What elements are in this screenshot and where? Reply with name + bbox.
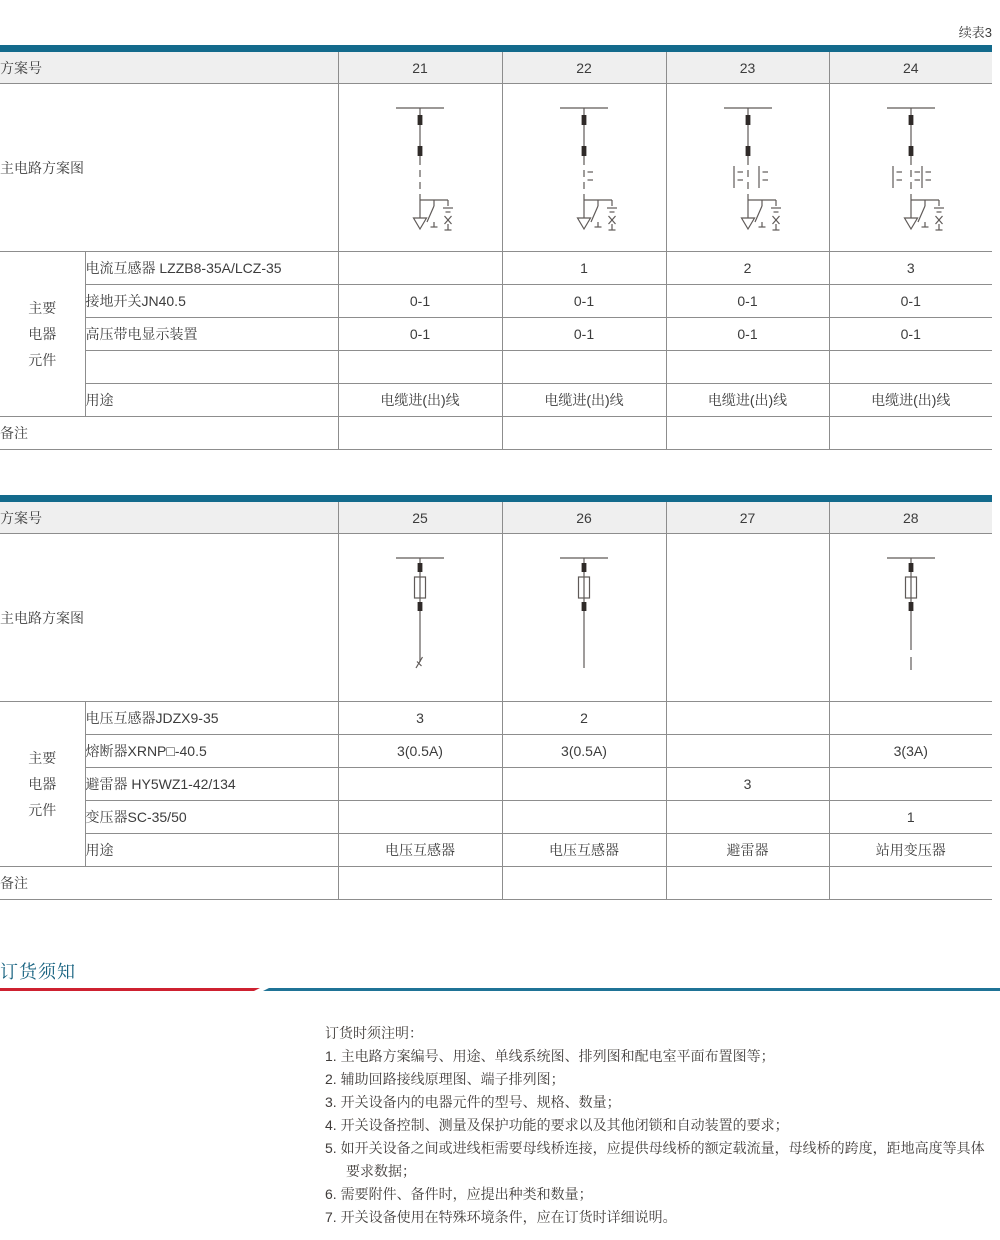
diagram-row <box>0 534 992 702</box>
component-row <box>0 351 992 384</box>
scheme-no-label: 方案号 <box>0 502 338 534</box>
cell-value <box>666 351 829 384</box>
component-row <box>0 384 992 417</box>
order-note-item: 6. 需要附件、备件时，应提出种类和数量； <box>325 1186 593 1202</box>
order-note-item: 5. 如开关设备之间或进线柜需要母线桥连接，应提供母线桥的额定载流量，母线桥的跨度，距地高度等具体要求数据； <box>325 1140 985 1179</box>
row-label: 熔断器XRNP□-40.5 <box>85 735 338 768</box>
component-row <box>0 768 992 801</box>
cell-value: 0-1 <box>666 318 829 351</box>
component-group-label: 主要 电器 元件 <box>0 252 85 417</box>
order-note-item: 3. 开关设备内的电器元件的型号、规格、数量； <box>325 1094 621 1110</box>
cell-value: 站用变压器 <box>829 834 992 867</box>
single-line-diagram <box>688 100 808 245</box>
component-row <box>0 318 992 351</box>
single-line-diagram <box>360 550 480 695</box>
order-note-item: 4. 开关设备控制、测量及保护功能的要求以及其他闭锁和自动装置的要求； <box>325 1117 789 1133</box>
cell-value: 2 <box>502 702 666 735</box>
scheme-table-21-24 <box>0 45 992 450</box>
cell-value <box>502 351 666 384</box>
cell-value: 电缆进(出)线 <box>829 384 992 417</box>
scheme-no-25: 25 <box>338 502 502 534</box>
component-group-label: 主要 电器 元件 <box>0 702 85 867</box>
title-underline-red <box>0 988 260 991</box>
row-label: 用途 <box>85 834 338 867</box>
cell-value <box>338 252 502 285</box>
title-underline-teal <box>263 988 1000 991</box>
scheme-no-label: 方案号 <box>0 52 338 84</box>
scheme-no-27: 27 <box>666 502 829 534</box>
scheme-no-23: 23 <box>666 52 829 84</box>
cell-value <box>338 801 502 834</box>
cell-value <box>829 351 992 384</box>
order-note-item: 2. 辅助回路接线原理图、端子排列图； <box>325 1071 565 1087</box>
row-label: 高压带电显示装置 <box>85 318 338 351</box>
component-row <box>0 834 992 867</box>
scheme-21-diagram <box>338 84 502 252</box>
order-note-item: 7. 开关设备使用在特殊环境条件，应在订货时详细说明。 <box>325 1209 677 1225</box>
cell-value: 0-1 <box>829 285 992 318</box>
cell-value <box>666 801 829 834</box>
row-label: 电压互感器JDZX9-35 <box>85 702 338 735</box>
component-row <box>0 801 992 834</box>
cell-value: 2 <box>666 252 829 285</box>
diagram-row <box>0 84 992 252</box>
scheme-27-diagram <box>666 534 829 702</box>
scheme-no-24: 24 <box>829 52 992 84</box>
cell-value: 0-1 <box>502 318 666 351</box>
scheme-no-21: 21 <box>338 52 502 84</box>
row-label: 变压器SC-35/50 <box>85 801 338 834</box>
single-line-diagram <box>851 100 971 245</box>
cell-value: 0-1 <box>829 318 992 351</box>
cell-value <box>666 702 829 735</box>
cell-value: 1 <box>829 801 992 834</box>
header-row <box>0 52 992 84</box>
scheme-24-diagram <box>829 84 992 252</box>
cell-value: 3(0.5A) <box>502 735 666 768</box>
cell-value: 电缆进(出)线 <box>666 384 829 417</box>
single-line-diagram <box>851 550 971 695</box>
diagram-label: 主电路方案图 <box>0 84 338 252</box>
remark-cell <box>338 417 502 450</box>
scheme-table <box>0 502 992 900</box>
remark-label: 备注 <box>0 417 338 450</box>
remark-cell <box>829 417 992 450</box>
scheme-no-26: 26 <box>502 502 666 534</box>
cell-value: 3 <box>338 702 502 735</box>
order-note-item: 1. 主电路方案编号、用途、单线系统图、排列图和配电室平面布置图等； <box>325 1048 775 1064</box>
remark-cell <box>502 867 666 900</box>
cell-value: 1 <box>502 252 666 285</box>
cell-value: 3(3A) <box>829 735 992 768</box>
component-row <box>0 702 992 735</box>
cell-value: 电缆进(出)线 <box>338 384 502 417</box>
cell-value <box>502 768 666 801</box>
order-notes-intro: 订货时须注明： <box>325 1025 423 1041</box>
cell-value <box>666 735 829 768</box>
continued-table-label: 续表3 <box>958 25 992 40</box>
row-label: 用途 <box>85 384 338 417</box>
cell-value: 0-1 <box>338 285 502 318</box>
cell-value: 0-1 <box>502 285 666 318</box>
single-line-diagram <box>524 100 644 245</box>
scheme-28-diagram <box>829 534 992 702</box>
remark-cell <box>666 867 829 900</box>
single-line-diagram <box>524 550 644 695</box>
order-notes-list <box>325 1045 993 1229</box>
cell-value <box>829 702 992 735</box>
scheme-23-diagram <box>666 84 829 252</box>
order-notice-title: 订货须知 <box>0 962 76 982</box>
order-notes <box>325 1022 993 1229</box>
cell-value: 3(0.5A) <box>338 735 502 768</box>
cell-value <box>338 768 502 801</box>
component-row <box>0 285 992 318</box>
component-row <box>0 735 992 768</box>
cell-value: 电压互感器 <box>338 834 502 867</box>
single-line-diagram <box>360 100 480 245</box>
cell-value <box>829 768 992 801</box>
cell-value: 3 <box>829 252 992 285</box>
scheme-26-diagram <box>502 534 666 702</box>
table-top-accent-bar <box>0 45 992 52</box>
remark-row <box>0 867 992 900</box>
remark-cell <box>502 417 666 450</box>
cell-value <box>338 351 502 384</box>
cell-value: 3 <box>666 768 829 801</box>
scheme-22-diagram <box>502 84 666 252</box>
scheme-25-diagram <box>338 534 502 702</box>
row-label: 电流互感器 LZZB8-35A/LCZ-35 <box>85 252 338 285</box>
scheme-no-22: 22 <box>502 52 666 84</box>
cell-value: 电压互感器 <box>502 834 666 867</box>
diagram-label: 主电路方案图 <box>0 534 338 702</box>
scheme-no-28: 28 <box>829 502 992 534</box>
row-label: 避雷器 HY5WZ1-42/134 <box>85 768 338 801</box>
scheme-table <box>0 52 992 450</box>
remark-label: 备注 <box>0 867 338 900</box>
remark-cell <box>666 417 829 450</box>
remark-cell <box>338 867 502 900</box>
row-label: 接地开关JN40.5 <box>85 285 338 318</box>
cell-value: 0-1 <box>666 285 829 318</box>
row-label <box>85 351 338 384</box>
cell-value: 避雷器 <box>666 834 829 867</box>
header-row <box>0 502 992 534</box>
cell-value <box>502 801 666 834</box>
component-row <box>0 252 992 285</box>
remark-row <box>0 417 992 450</box>
table-top-accent-bar <box>0 495 992 502</box>
remark-cell <box>829 867 992 900</box>
scheme-table-25-28 <box>0 495 992 900</box>
cell-value: 0-1 <box>338 318 502 351</box>
cell-value: 电缆进(出)线 <box>502 384 666 417</box>
